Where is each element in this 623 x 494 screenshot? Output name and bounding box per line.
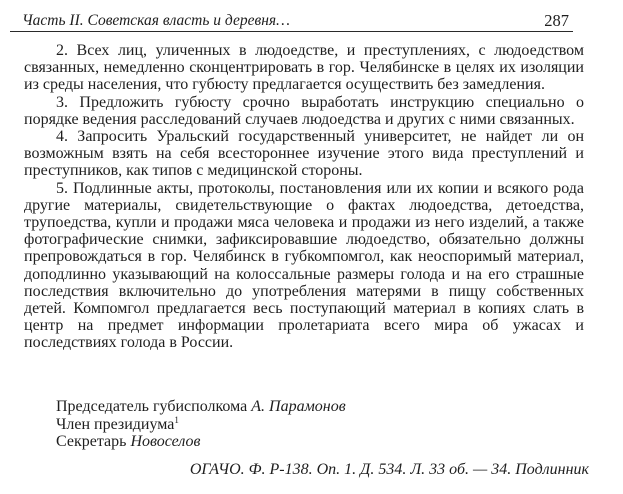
- running-title: Часть II. Советская власть и деревня…: [22, 12, 290, 29]
- paragraph-item-4: 4. Запросить Уральский государственный университет, не найдет ли он возможным взять на себя всестороннее изучение этого вида преступлений и преступников, как типов с медицинской стороны.: [24, 128, 584, 180]
- signature-member: [56, 416, 346, 434]
- chairman-role: Председатель губисполкома: [56, 398, 248, 415]
- paragraph-item-5: 5. Подлинные акты, протоколы, постановления или их копии и всякого рода другие материалы, свидетельствующие о фактах людоедства, детоедства, трупоедства, купли и продажи мяса человека и продажи из него изделий, а также фотографические снимки, зафиксировавшие людоедство, обязательно должны препровождаться в гор. Челябинск в губкомпомгол, как неоспоримый материал, доподлинно указывающий на колоссальные размеры голода и на его страшные последствия включительно до употребления матерями в пищу собственных детей. Компомгол предлагается весь поступающий материал в копиях слать в центр на предмет информации пролетариата всего мира об ужасах и последствиях голода в России.: [24, 179, 584, 352]
- running-header: [10, 9, 573, 32]
- signature-block: [56, 398, 346, 451]
- page-number: 287: [544, 11, 569, 30]
- member-role: Член президиума: [56, 415, 175, 433]
- paragraph-item-2: 2. Всех лиц, уличенных в людоедстве, и преступлениях, с людоедством связанных, немедленно сконцентрировать в гор. Челябинске в целях их изоляции из среды населения, что губюсту предлагается осуществить без замедления.: [24, 42, 584, 94]
- secretary-name: Новоселов: [130, 433, 201, 450]
- secretary-role: Секретарь: [56, 433, 127, 450]
- signature-chairman: [56, 398, 346, 416]
- footnote-marker: 1: [174, 414, 179, 425]
- archival-source-note: ОГАЧО. Ф. Р-138. Оп. 1. Д. 534. Л. 33 об. — 34. Подлинник: [189, 461, 589, 478]
- chairman-name: А. Парамонов: [251, 398, 346, 415]
- signature-secretary: [56, 433, 346, 451]
- body-text: [24, 42, 584, 352]
- paragraph-item-3: 3. Предложить губюсту срочно выработать инструкцию специально о порядке ведения расследований случаев людоедства и других с ними связанных.: [24, 93, 584, 128]
